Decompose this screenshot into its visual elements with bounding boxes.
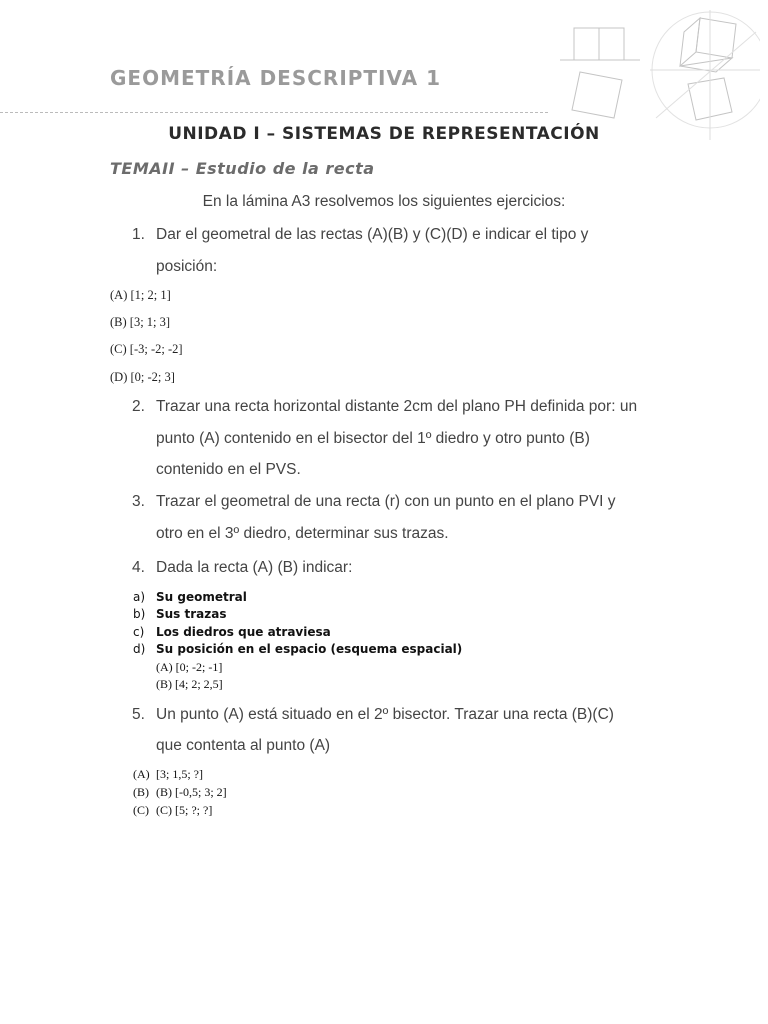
exercise-line: punto (A) contenido en el bisector del 1º diedro y otro punto (B) (156, 430, 590, 447)
exercise-line: posición: (156, 258, 218, 275)
sub-item-marker: d) (133, 642, 146, 656)
sub-item-text: Su posición en el espacio (esquema espacial) (156, 642, 463, 656)
sub-item-text: Sus trazas (156, 607, 227, 621)
point-coordinate: (D) [0; -2; 3] (110, 370, 175, 384)
intro-text: En la lámina A3 resolvemos los siguientes ejercicios: (202, 193, 566, 210)
exercise-number: 2. (132, 398, 145, 415)
exercise-line: Dar el geometral de las rectas (A)(B) y (C)(D) e indicar el tipo y (156, 226, 589, 243)
exercise-line: Trazar el geometral de una recta (r) con un punto en el plano PVI y (156, 493, 616, 510)
sub-item-text: Los diedros que atraviesa (156, 625, 331, 639)
topic-title: TEMAII – Estudio de la recta (110, 159, 375, 178)
unit-title: UNIDAD I – SISTEMAS DE REPRESENTACIÓN (168, 124, 600, 144)
exercise-line: que contenta al punto (A) (156, 737, 331, 754)
point-coordinate: (B) [3; 1; 3] (110, 315, 171, 329)
exercise-line: Un punto (A) está situado en el 2º bisector. Trazar una recta (B)(C) (156, 706, 614, 723)
descriptive-geometry-sketch-icon (560, 10, 760, 140)
point-marker: (B) (133, 785, 149, 799)
sub-item-text: Su geometral (156, 590, 247, 604)
point-coordinate: (B) [4; 2; 2,5] (156, 677, 223, 691)
header-title: GEOMETRÍA DESCRIPTIVA 1 (110, 66, 441, 90)
exercise-number: 4. (132, 559, 145, 576)
point-text: [3; 1,5; ?] (156, 767, 203, 781)
exercise-line: Dada la recta (A) (B) indicar: (156, 559, 353, 576)
point-coordinate: (A) [1; 2; 1] (110, 288, 171, 302)
point-text: (B) [-0,5; 3; 2] (156, 785, 227, 799)
exercise-number: 3. (132, 493, 145, 510)
exercise-number: 1. (132, 226, 145, 243)
exercise-line: Trazar una recta horizontal distante 2cm del plano PH definida por: un (156, 398, 638, 415)
sub-item-marker: b) (133, 607, 146, 621)
sub-item-marker: a) (133, 590, 146, 604)
header-divider (0, 112, 548, 113)
point-marker: (A) (133, 767, 150, 781)
point-marker: (C) (133, 803, 149, 817)
point-coordinate: (C) [-3; -2; -2] (110, 342, 183, 356)
point-coordinate: (A) [0; -2; -1] (156, 660, 223, 674)
sub-item-marker: c) (133, 625, 145, 639)
exercise-line: contenido en el PVS. (156, 461, 301, 478)
exercise-line: otro en el 3º diedro, determinar sus trazas. (156, 525, 449, 542)
point-text: (C) [5; ?; ?] (156, 803, 213, 817)
exercise-number: 5. (132, 706, 145, 723)
